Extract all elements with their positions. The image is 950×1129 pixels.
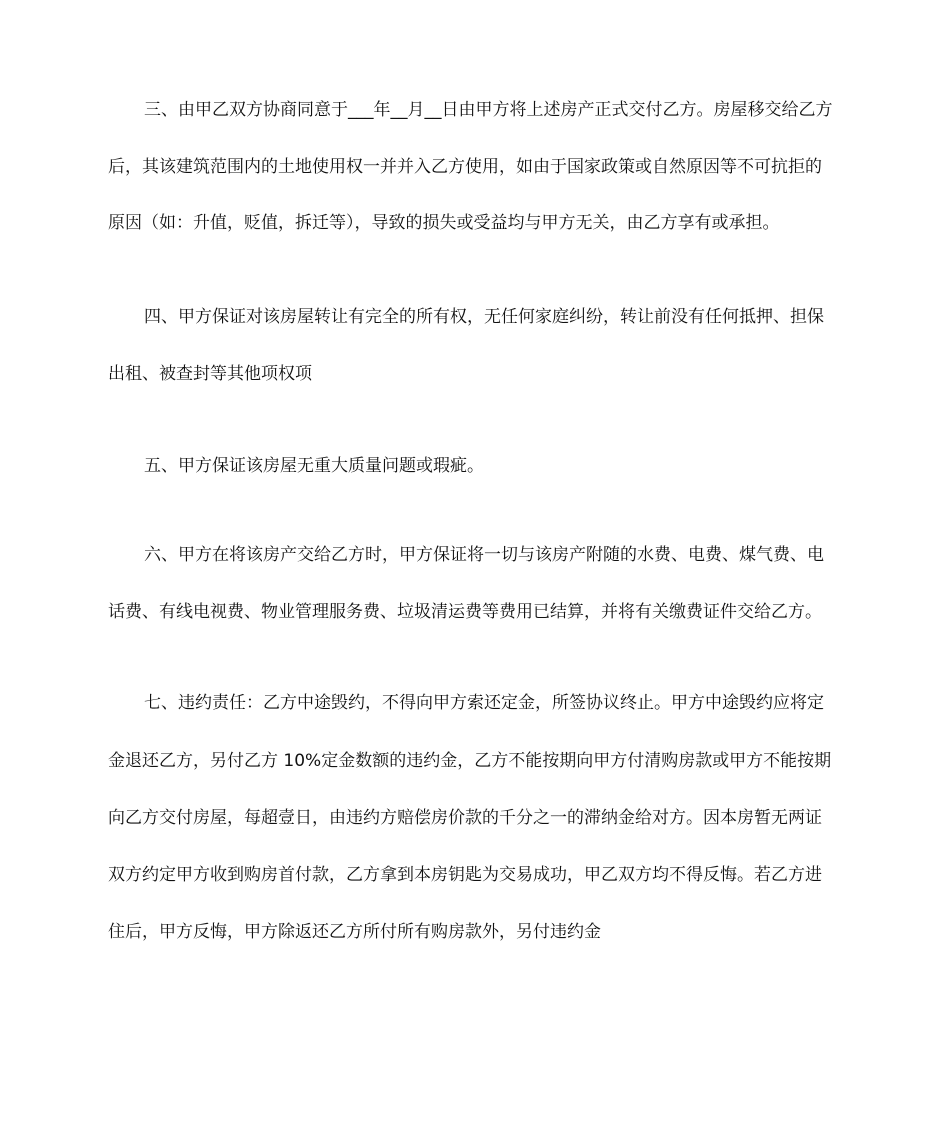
clause-3-line-3: 原因（如：升值，贬值，拆迁等），导致的损失或受益均与甲方无关，由乙方享有或承担。 [108, 213, 780, 233]
clause-5-line-1: 五、甲方保证该房屋无重大质量问题或瑕疵。 [144, 456, 484, 476]
clause-4-line-1: 四、甲方保证对该房屋转让有完全的所有权，无任何家庭纠纷，转让前没有任何抵押、担保 [144, 307, 824, 327]
clause-7-line-5: 住后，甲方反悔，甲方除返还乙方所付所有购房款外，另付违约金 [108, 922, 601, 942]
clause-6-line-1: 六、甲方在将该房产交给乙方时，甲方保证将一切与该房产附随的水费、电费、煤气费、电 [144, 545, 824, 565]
clause-7-line-1: 七、违约责任：乙方中途毁约，不得向甲方索还定金，所签协议终止。甲方中途毁约应将定 [144, 693, 824, 713]
clause-4-line-2: 出租、被查封等其他项权项 [108, 364, 312, 384]
clause-3-line-2: 后，其该建筑范围内的土地使用权一并并入乙方使用，如由于国家政策或自然原因等不可抗拒的 [108, 157, 822, 177]
clause-7-line-3: 向乙方交付房屋，每超壹日，由违约方赔偿房价款的千分之一的滞纳金给对方。因本房暂无两证 [108, 808, 822, 828]
clause-6-line-2: 话费、有线电视费、物业管理服务费、垃圾清运费等费用已结算，并将有关缴费证件交给乙方。 [108, 602, 822, 622]
clause-7-line-4: 双方约定甲方收到购房首付款，乙方拿到本房钥匙为交易成功，甲乙双方均不得反悔。若乙方进 [108, 865, 822, 885]
clause-3-line-1: 三、由甲乙双方协商同意于___年__月__日由甲方将上述房产正式交付乙方。房屋移交给乙方 [144, 100, 833, 120]
clause-7-line-2: 金退还乙方，另付乙方 10%定金数额的违约金，乙方不能按期向甲方付清购房款或甲方不能按期 [108, 751, 832, 771]
